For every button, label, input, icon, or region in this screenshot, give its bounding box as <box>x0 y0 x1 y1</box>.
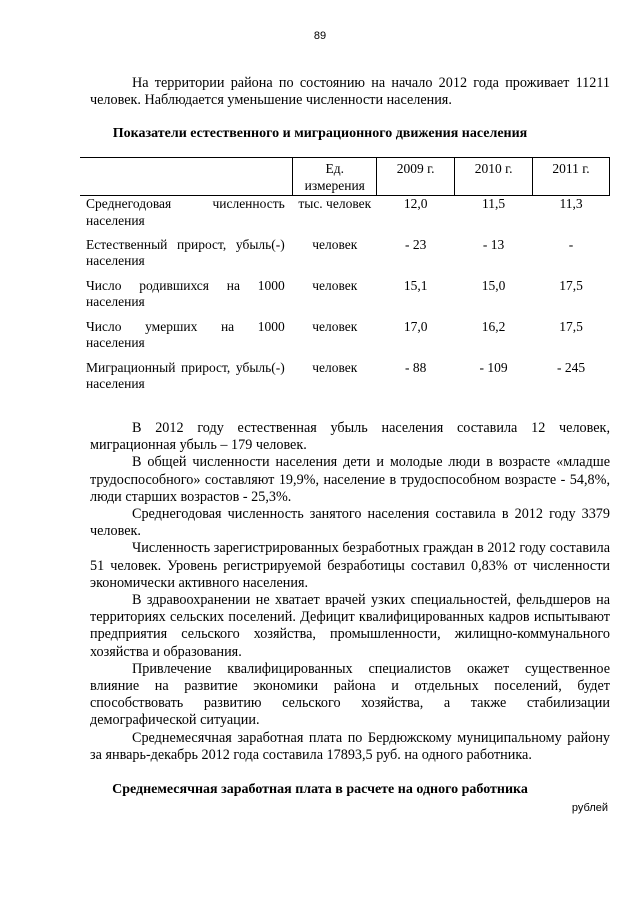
row-value-2009: 17,0 <box>403 318 428 334</box>
row-value-2011: - 245 <box>556 359 586 375</box>
header-empty <box>80 158 293 196</box>
body-text <box>90 420 610 764</box>
row-unit: человек <box>312 236 358 252</box>
paragraph-healthcare: В здравоохранении не хватает врачей узких специальностей, фельдшеров на территориях сельских поселений. Дефицит квалифицированных кадров испытывают предприятия сельского хозяйства, промышленности, жилищно-коммунального хозяйства и образования. <box>90 592 610 660</box>
header-2010: 2010 г. <box>455 158 533 196</box>
intro-paragraph: На территории района по состоянию на начало 2012 года проживает 11211 человек. Наблюдается уменьшение численности населения. <box>90 75 610 108</box>
wage-table-title: Среднемесячная заработная плата в расчете на одного работника <box>112 782 528 797</box>
row-value-2009: 12,0 <box>403 196 428 211</box>
row-value-2009: - 23 <box>405 236 427 252</box>
row-label: Естественный прирост, убыль(-) населения <box>86 236 285 268</box>
population-table <box>80 157 610 401</box>
header-unit: Ед. измерения <box>293 158 377 196</box>
table-row <box>80 278 610 319</box>
row-label: Среднегодовая численность населения <box>86 196 285 228</box>
paragraph-employment: Среднегодовая численность занятого населения составила в 2012 году 3379 человек. <box>90 506 610 540</box>
row-value-2011: 17,5 <box>559 277 583 293</box>
table-title: Показатели естественного и миграционного движения населения <box>112 126 528 141</box>
row-value-2009: 15,1 <box>403 277 428 293</box>
table-row <box>80 196 610 237</box>
row-unit: человек <box>312 318 358 334</box>
table-header-row <box>80 158 610 196</box>
table-row <box>80 319 610 360</box>
row-value-2009: - 88 <box>405 359 427 375</box>
paragraph-age-structure: В общей численности населения дети и молодые люди в возрасте «младше трудоспособного» составляют 19,9%, население в трудоспособном возрасте - 54,8%, люди старших возрастов - 25,3%. <box>90 454 610 505</box>
units-label: рублей <box>571 802 608 814</box>
table-row <box>80 360 610 401</box>
table-row <box>80 237 610 278</box>
paragraph-specialists: Привлечение квалифицированных специалистов окажет существенное влияние на развитие экономики района и отдельных поселений, будет способствовать развитию сельского хозяйства, а также стабилизации демографической ситуации. <box>90 660 610 729</box>
row-value-2011: - <box>568 236 574 252</box>
row-label: Число умерших на 1000 населения <box>86 318 285 350</box>
row-unit: тыс. человек <box>298 196 372 211</box>
row-value-2010: 16,2 <box>481 318 506 334</box>
paragraph-unemployment: Численность зарегистрированных безработных граждан в 2012 году составила 51 человек. Уровень регистрируемой безработицы составил 0,83% от численности экономически активного населения. <box>90 540 610 591</box>
header-2011: 2011 г. <box>533 158 610 196</box>
row-label: Миграционный прирост, убыль(-) населения <box>86 359 285 391</box>
paragraph-wage: Среднемесячная заработная плата по Бердюжскому муниципальному району за январь-декабрь 2012 года составила 17893,5 руб. на одного работника. <box>90 729 610 763</box>
row-unit: человек <box>312 277 358 293</box>
row-value-2010: - 13 <box>482 236 505 252</box>
row-value-2010: - 109 <box>479 359 508 375</box>
row-label: Число родившихся на 1000 населения <box>86 277 285 309</box>
row-value-2010: 11,5 <box>482 196 506 211</box>
row-value-2011: 17,5 <box>559 318 583 334</box>
row-unit: человек <box>312 359 358 375</box>
page-number: 89 <box>313 30 327 42</box>
header-2009: 2009 г. <box>377 158 455 196</box>
row-value-2011: 11,3 <box>559 196 583 211</box>
row-value-2010: 15,0 <box>481 277 506 293</box>
paragraph-natural-decline: В 2012 году естественная убыль населения составила 12 человек, миграционная убыль – 179 человек. <box>90 420 610 454</box>
